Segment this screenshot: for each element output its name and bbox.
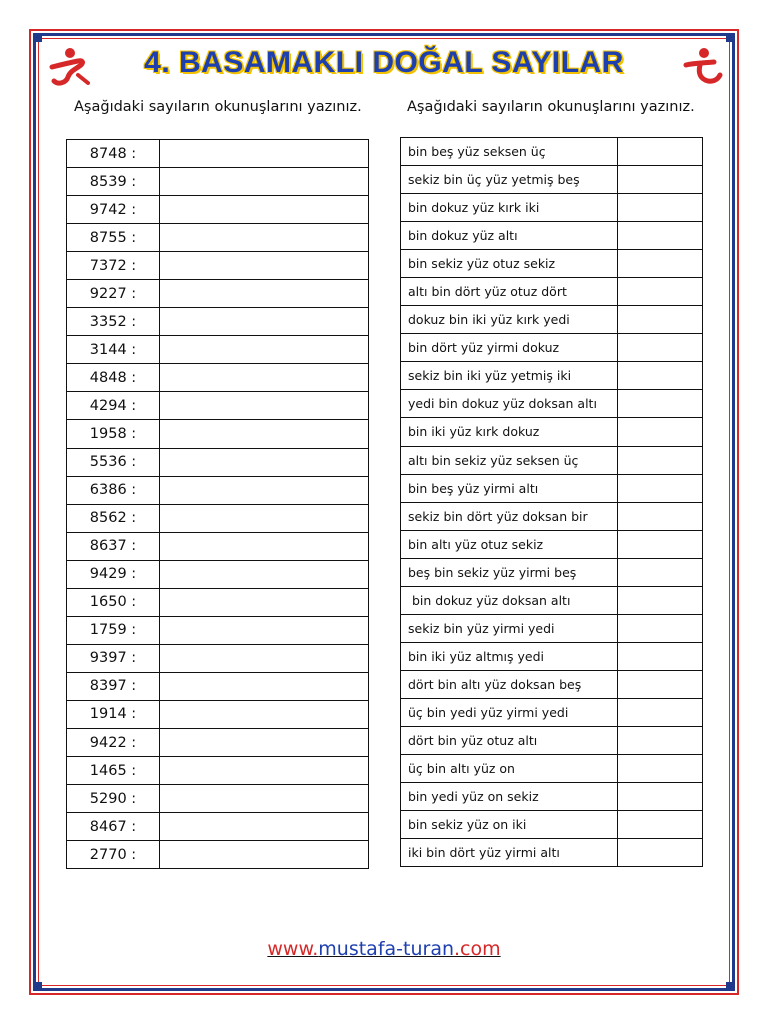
footer-website[interactable] bbox=[0, 938, 768, 960]
number-cell: 2770 : bbox=[67, 841, 160, 869]
words-cell: bin dört yüz yirmi dokuz bbox=[401, 334, 618, 362]
left-instruction: Aşağıdaki sayıların okunuşlarını yazınız. bbox=[74, 99, 362, 115]
table-row bbox=[67, 392, 369, 420]
answer-blank[interactable] bbox=[618, 642, 703, 670]
table-row bbox=[401, 530, 703, 558]
table-row bbox=[67, 700, 369, 728]
words-cell: bin yedi yüz on sekiz bbox=[401, 783, 618, 811]
answer-blank[interactable] bbox=[160, 644, 369, 672]
answer-blank[interactable] bbox=[618, 726, 703, 754]
number-cell: 8637 : bbox=[67, 532, 160, 560]
number-cell: 3352 : bbox=[67, 308, 160, 336]
answer-blank[interactable] bbox=[160, 757, 369, 785]
words-cell: üç bin altı yüz on bbox=[401, 755, 618, 783]
answer-blank[interactable] bbox=[618, 783, 703, 811]
words-cell: bin beş yüz seksen üç bbox=[401, 138, 618, 166]
words-cell: dört bin yüz otuz altı bbox=[401, 726, 618, 754]
table-row bbox=[401, 278, 703, 306]
answer-blank[interactable] bbox=[618, 670, 703, 698]
answer-blank[interactable] bbox=[618, 698, 703, 726]
words-cell: bin sekiz yüz otuz sekiz bbox=[401, 250, 618, 278]
table-row bbox=[401, 642, 703, 670]
answer-blank[interactable] bbox=[618, 306, 703, 334]
number-cell: 7372 : bbox=[67, 252, 160, 280]
words-cell: bin dokuz yüz kırk iki bbox=[401, 194, 618, 222]
table-row bbox=[401, 670, 703, 698]
answer-blank[interactable] bbox=[160, 308, 369, 336]
table-row bbox=[401, 811, 703, 839]
answer-blank[interactable] bbox=[618, 474, 703, 502]
number-cell: 9397 : bbox=[67, 644, 160, 672]
answer-blank[interactable] bbox=[160, 224, 369, 252]
words-cell: bin dokuz yüz doksan altı bbox=[401, 586, 618, 614]
number-cell: 8562 : bbox=[67, 504, 160, 532]
words-cell: üç bin yedi yüz yirmi yedi bbox=[401, 698, 618, 726]
answer-blank[interactable] bbox=[618, 278, 703, 306]
answer-blank[interactable] bbox=[618, 811, 703, 839]
table-row bbox=[401, 390, 703, 418]
number-cell: 1465 : bbox=[67, 757, 160, 785]
frame-corner bbox=[726, 982, 735, 991]
table-row bbox=[401, 418, 703, 446]
number-cell: 3144 : bbox=[67, 336, 160, 364]
words-cell: bin altı yüz otuz sekiz bbox=[401, 530, 618, 558]
words-cell: altı bin sekiz yüz seksen üç bbox=[401, 446, 618, 474]
number-cell: 9429 : bbox=[67, 560, 160, 588]
answer-blank[interactable] bbox=[160, 588, 369, 616]
table-row bbox=[401, 362, 703, 390]
numbers-table bbox=[66, 139, 369, 869]
number-cell: 8539 : bbox=[67, 168, 160, 196]
number-cell: 6386 : bbox=[67, 476, 160, 504]
frame-corner bbox=[726, 33, 735, 42]
answer-blank[interactable] bbox=[160, 196, 369, 224]
number-cell: 1650 : bbox=[67, 588, 160, 616]
table-row bbox=[67, 616, 369, 644]
table-row bbox=[401, 614, 703, 642]
table-row bbox=[67, 224, 369, 252]
table-row bbox=[67, 588, 369, 616]
footer-domain: mustafa-turan bbox=[318, 938, 454, 960]
table-row bbox=[67, 168, 369, 196]
table-row bbox=[67, 728, 369, 756]
answer-blank[interactable] bbox=[160, 364, 369, 392]
table-row bbox=[401, 306, 703, 334]
table-row bbox=[67, 420, 369, 448]
answer-blank[interactable] bbox=[160, 700, 369, 728]
table-row bbox=[401, 839, 703, 867]
number-cell: 1759 : bbox=[67, 616, 160, 644]
table-row bbox=[67, 308, 369, 336]
answer-blank[interactable] bbox=[160, 168, 369, 196]
number-cell: 8397 : bbox=[67, 672, 160, 700]
answer-blank[interactable] bbox=[160, 728, 369, 756]
answer-blank[interactable] bbox=[160, 140, 369, 168]
words-cell: bin iki yüz kırk dokuz bbox=[401, 418, 618, 446]
answer-blank[interactable] bbox=[618, 250, 703, 278]
table-row bbox=[401, 446, 703, 474]
words-cell: bin beş yüz yirmi altı bbox=[401, 474, 618, 502]
table-row bbox=[67, 532, 369, 560]
answer-blank[interactable] bbox=[618, 755, 703, 783]
answer-blank[interactable] bbox=[618, 390, 703, 418]
answer-blank[interactable] bbox=[160, 252, 369, 280]
answer-blank[interactable] bbox=[618, 334, 703, 362]
table-row bbox=[67, 841, 369, 869]
answer-blank[interactable] bbox=[618, 418, 703, 446]
table-row bbox=[401, 138, 703, 166]
answer-blank[interactable] bbox=[618, 362, 703, 390]
table-row bbox=[401, 474, 703, 502]
number-cell: 4294 : bbox=[67, 392, 160, 420]
number-cell: 8467 : bbox=[67, 813, 160, 841]
table-row bbox=[67, 813, 369, 841]
table-row bbox=[401, 755, 703, 783]
frame-corner bbox=[33, 982, 42, 991]
table-row bbox=[67, 560, 369, 588]
words-cell: beş bin sekiz yüz yirmi beş bbox=[401, 558, 618, 586]
words-cell: iki bin dört yüz yirmi altı bbox=[401, 839, 618, 867]
words-table bbox=[400, 137, 703, 867]
answer-blank[interactable] bbox=[618, 558, 703, 586]
table-row bbox=[67, 280, 369, 308]
answer-blank[interactable] bbox=[160, 841, 369, 869]
answer-blank[interactable] bbox=[160, 476, 369, 504]
frame-corner bbox=[33, 33, 42, 42]
words-cell: dokuz bin iki yüz kırk yedi bbox=[401, 306, 618, 334]
table-row bbox=[401, 783, 703, 811]
answer-blank[interactable] bbox=[160, 560, 369, 588]
answer-blank[interactable] bbox=[160, 420, 369, 448]
table-row bbox=[401, 558, 703, 586]
table-row bbox=[401, 586, 703, 614]
words-cell: bin iki yüz altmış yedi bbox=[401, 642, 618, 670]
number-cell: 5536 : bbox=[67, 448, 160, 476]
number-cell: 5290 : bbox=[67, 785, 160, 813]
table-row bbox=[67, 504, 369, 532]
number-cell: 1914 : bbox=[67, 700, 160, 728]
table-row bbox=[67, 196, 369, 224]
table-row bbox=[67, 364, 369, 392]
words-cell: bin dokuz yüz altı bbox=[401, 222, 618, 250]
answer-blank[interactable] bbox=[618, 138, 703, 166]
answer-blank[interactable] bbox=[618, 446, 703, 474]
table-row bbox=[67, 252, 369, 280]
answer-blank[interactable] bbox=[618, 839, 703, 867]
answer-blank[interactable] bbox=[160, 336, 369, 364]
words-cell: altı bin dört yüz otuz dört bbox=[401, 278, 618, 306]
words-cell: yedi bin dokuz yüz doksan altı bbox=[401, 390, 618, 418]
table-row bbox=[401, 334, 703, 362]
table-row bbox=[67, 448, 369, 476]
answer-blank[interactable] bbox=[618, 614, 703, 642]
table-row bbox=[401, 222, 703, 250]
number-cell: 9422 : bbox=[67, 728, 160, 756]
answer-blank[interactable] bbox=[618, 222, 703, 250]
footer-suffix: .com bbox=[454, 938, 501, 960]
number-cell: 9742 : bbox=[67, 196, 160, 224]
answer-blank[interactable] bbox=[618, 586, 703, 614]
number-cell: 1958 : bbox=[67, 420, 160, 448]
answer-blank[interactable] bbox=[160, 532, 369, 560]
table-row bbox=[401, 250, 703, 278]
number-cell: 8755 : bbox=[67, 224, 160, 252]
answer-blank[interactable] bbox=[160, 448, 369, 476]
answer-blank[interactable] bbox=[160, 392, 369, 420]
words-cell: sekiz bin dört yüz doksan bir bbox=[401, 502, 618, 530]
number-cell: 8748 : bbox=[67, 140, 160, 168]
table-row bbox=[401, 698, 703, 726]
words-cell: sekiz bin yüz yirmi yedi bbox=[401, 614, 618, 642]
right-instruction: Aşağıdaki sayıların okunuşlarını yazınız. bbox=[407, 99, 695, 115]
page-title: 4. BASAMAKLI DOĞAL SAYILAR bbox=[144, 46, 624, 79]
table-row bbox=[67, 757, 369, 785]
answer-blank[interactable] bbox=[160, 785, 369, 813]
answer-blank[interactable] bbox=[160, 672, 369, 700]
answer-blank[interactable] bbox=[618, 530, 703, 558]
words-cell: sekiz bin üç yüz yetmiş beş bbox=[401, 166, 618, 194]
table-row bbox=[67, 644, 369, 672]
table-row bbox=[401, 194, 703, 222]
table-row bbox=[67, 336, 369, 364]
table-row bbox=[67, 785, 369, 813]
answer-blank[interactable] bbox=[160, 280, 369, 308]
answer-blank[interactable] bbox=[160, 813, 369, 841]
footer-prefix: www. bbox=[267, 938, 319, 960]
table-row bbox=[67, 476, 369, 504]
table-row bbox=[67, 140, 369, 168]
number-cell: 4848 : bbox=[67, 364, 160, 392]
table-row bbox=[401, 166, 703, 194]
words-cell: bin sekiz yüz on iki bbox=[401, 811, 618, 839]
words-cell: sekiz bin iki yüz yetmiş iki bbox=[401, 362, 618, 390]
table-row bbox=[67, 672, 369, 700]
answer-blank[interactable] bbox=[618, 166, 703, 194]
answer-blank[interactable] bbox=[160, 504, 369, 532]
answer-blank[interactable] bbox=[618, 194, 703, 222]
answer-blank[interactable] bbox=[618, 502, 703, 530]
number-cell: 9227 : bbox=[67, 280, 160, 308]
answer-blank[interactable] bbox=[160, 616, 369, 644]
words-cell: dört bin altı yüz doksan beş bbox=[401, 670, 618, 698]
table-row bbox=[401, 726, 703, 754]
table-row bbox=[401, 502, 703, 530]
